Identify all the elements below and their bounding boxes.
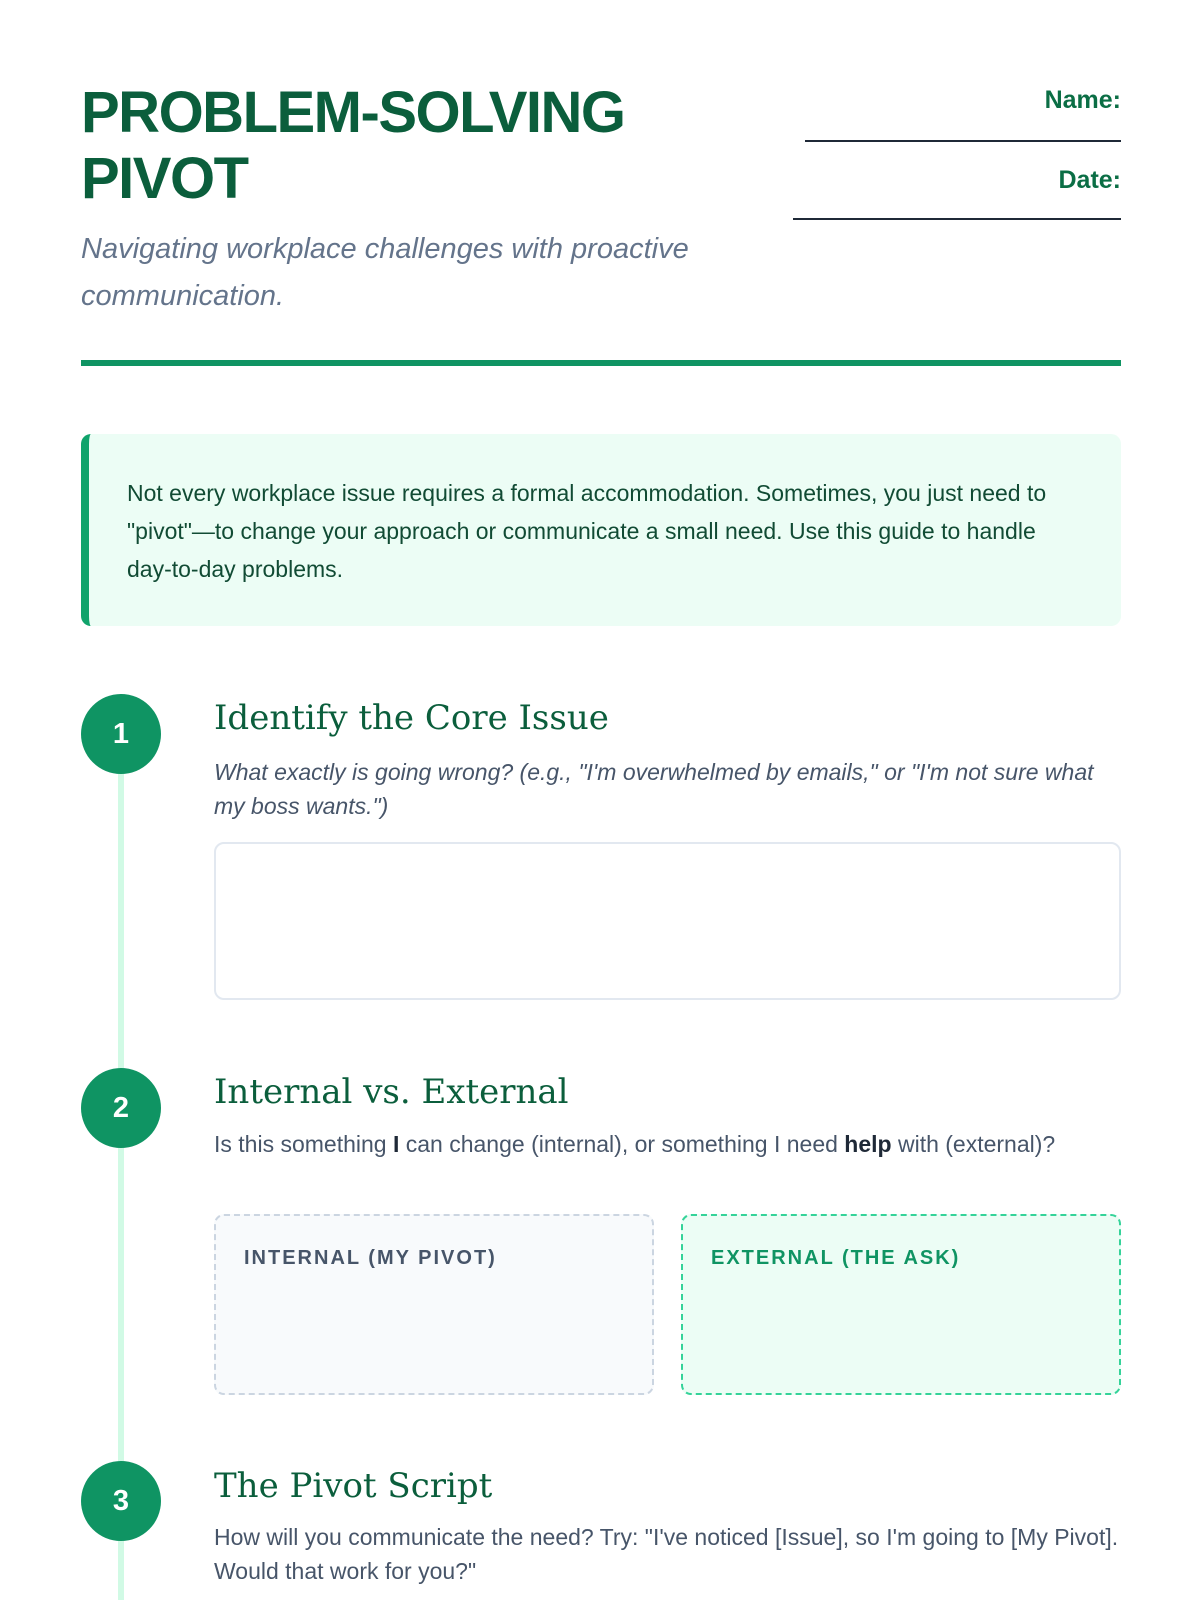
title-line-2: PIVOT — [81, 146, 248, 211]
intro-callout — [81, 434, 1121, 626]
step-1-answer-box[interactable] — [214, 842, 1121, 1000]
name-date-fields — [781, 80, 1121, 238]
step-2-desc-part-1: Is this something — [214, 1131, 393, 1157]
step-3-description: How will you communicate the need? Try: "I've noticed [Issue], so I'm going to [My Pivot]. Would that work for you?" — [214, 1524, 1119, 1584]
date-label: Date: — [1058, 166, 1121, 194]
step-2-desc-part-2: can change (internal), or something I need — [399, 1131, 845, 1157]
step-2-desc-bold-1: I — [392, 1131, 400, 1157]
name-label: Name: — [1044, 86, 1121, 114]
step-3-number-badge: 3 — [81, 1461, 161, 1541]
external-ask-label: EXTERNAL (THE ASK) — [711, 1247, 961, 1269]
step-3-title: The Pivot Script — [214, 1466, 493, 1506]
step-2-number-badge: 2 — [81, 1068, 161, 1148]
title-line-1: PROBLEM-SOLVING — [81, 80, 625, 145]
step-2-desc-part-3: with (external)? — [891, 1131, 1056, 1157]
internal-pivot-label: INTERNAL (MY PIVOT) — [244, 1247, 497, 1269]
intro-text: Not every workplace issue requires a formal accommodation. Sometimes, you just need to "pivot"—to change your approach or communicate a small need. Use this guide to handle day-to-day problems. — [127, 480, 1047, 582]
header-divider — [81, 360, 1121, 366]
step-1-number-badge: 1 — [81, 694, 161, 774]
step-2-title: Internal vs. External — [214, 1072, 569, 1112]
step-2-desc-bold-2: help — [844, 1131, 892, 1157]
step-1-title: Identify the Core Issue — [214, 698, 609, 738]
external-ask-box[interactable] — [681, 1214, 1121, 1395]
step-2-description — [214, 1127, 1121, 1161]
step-1-description: What exactly is going wrong? (e.g., "I'm overwhelmed by emails," or "I'm not sure what my boss wants.") — [214, 759, 1094, 819]
worksheet-header — [81, 80, 1121, 366]
page-subtitle: Navigating workplace challenges with proactive communication. — [81, 233, 689, 312]
worksheet-page — [81, 0, 1121, 1600]
date-write-line[interactable] — [793, 204, 1121, 220]
name-write-line[interactable] — [805, 126, 1121, 142]
page-title — [81, 80, 781, 212]
internal-pivot-box[interactable] — [214, 1214, 654, 1395]
